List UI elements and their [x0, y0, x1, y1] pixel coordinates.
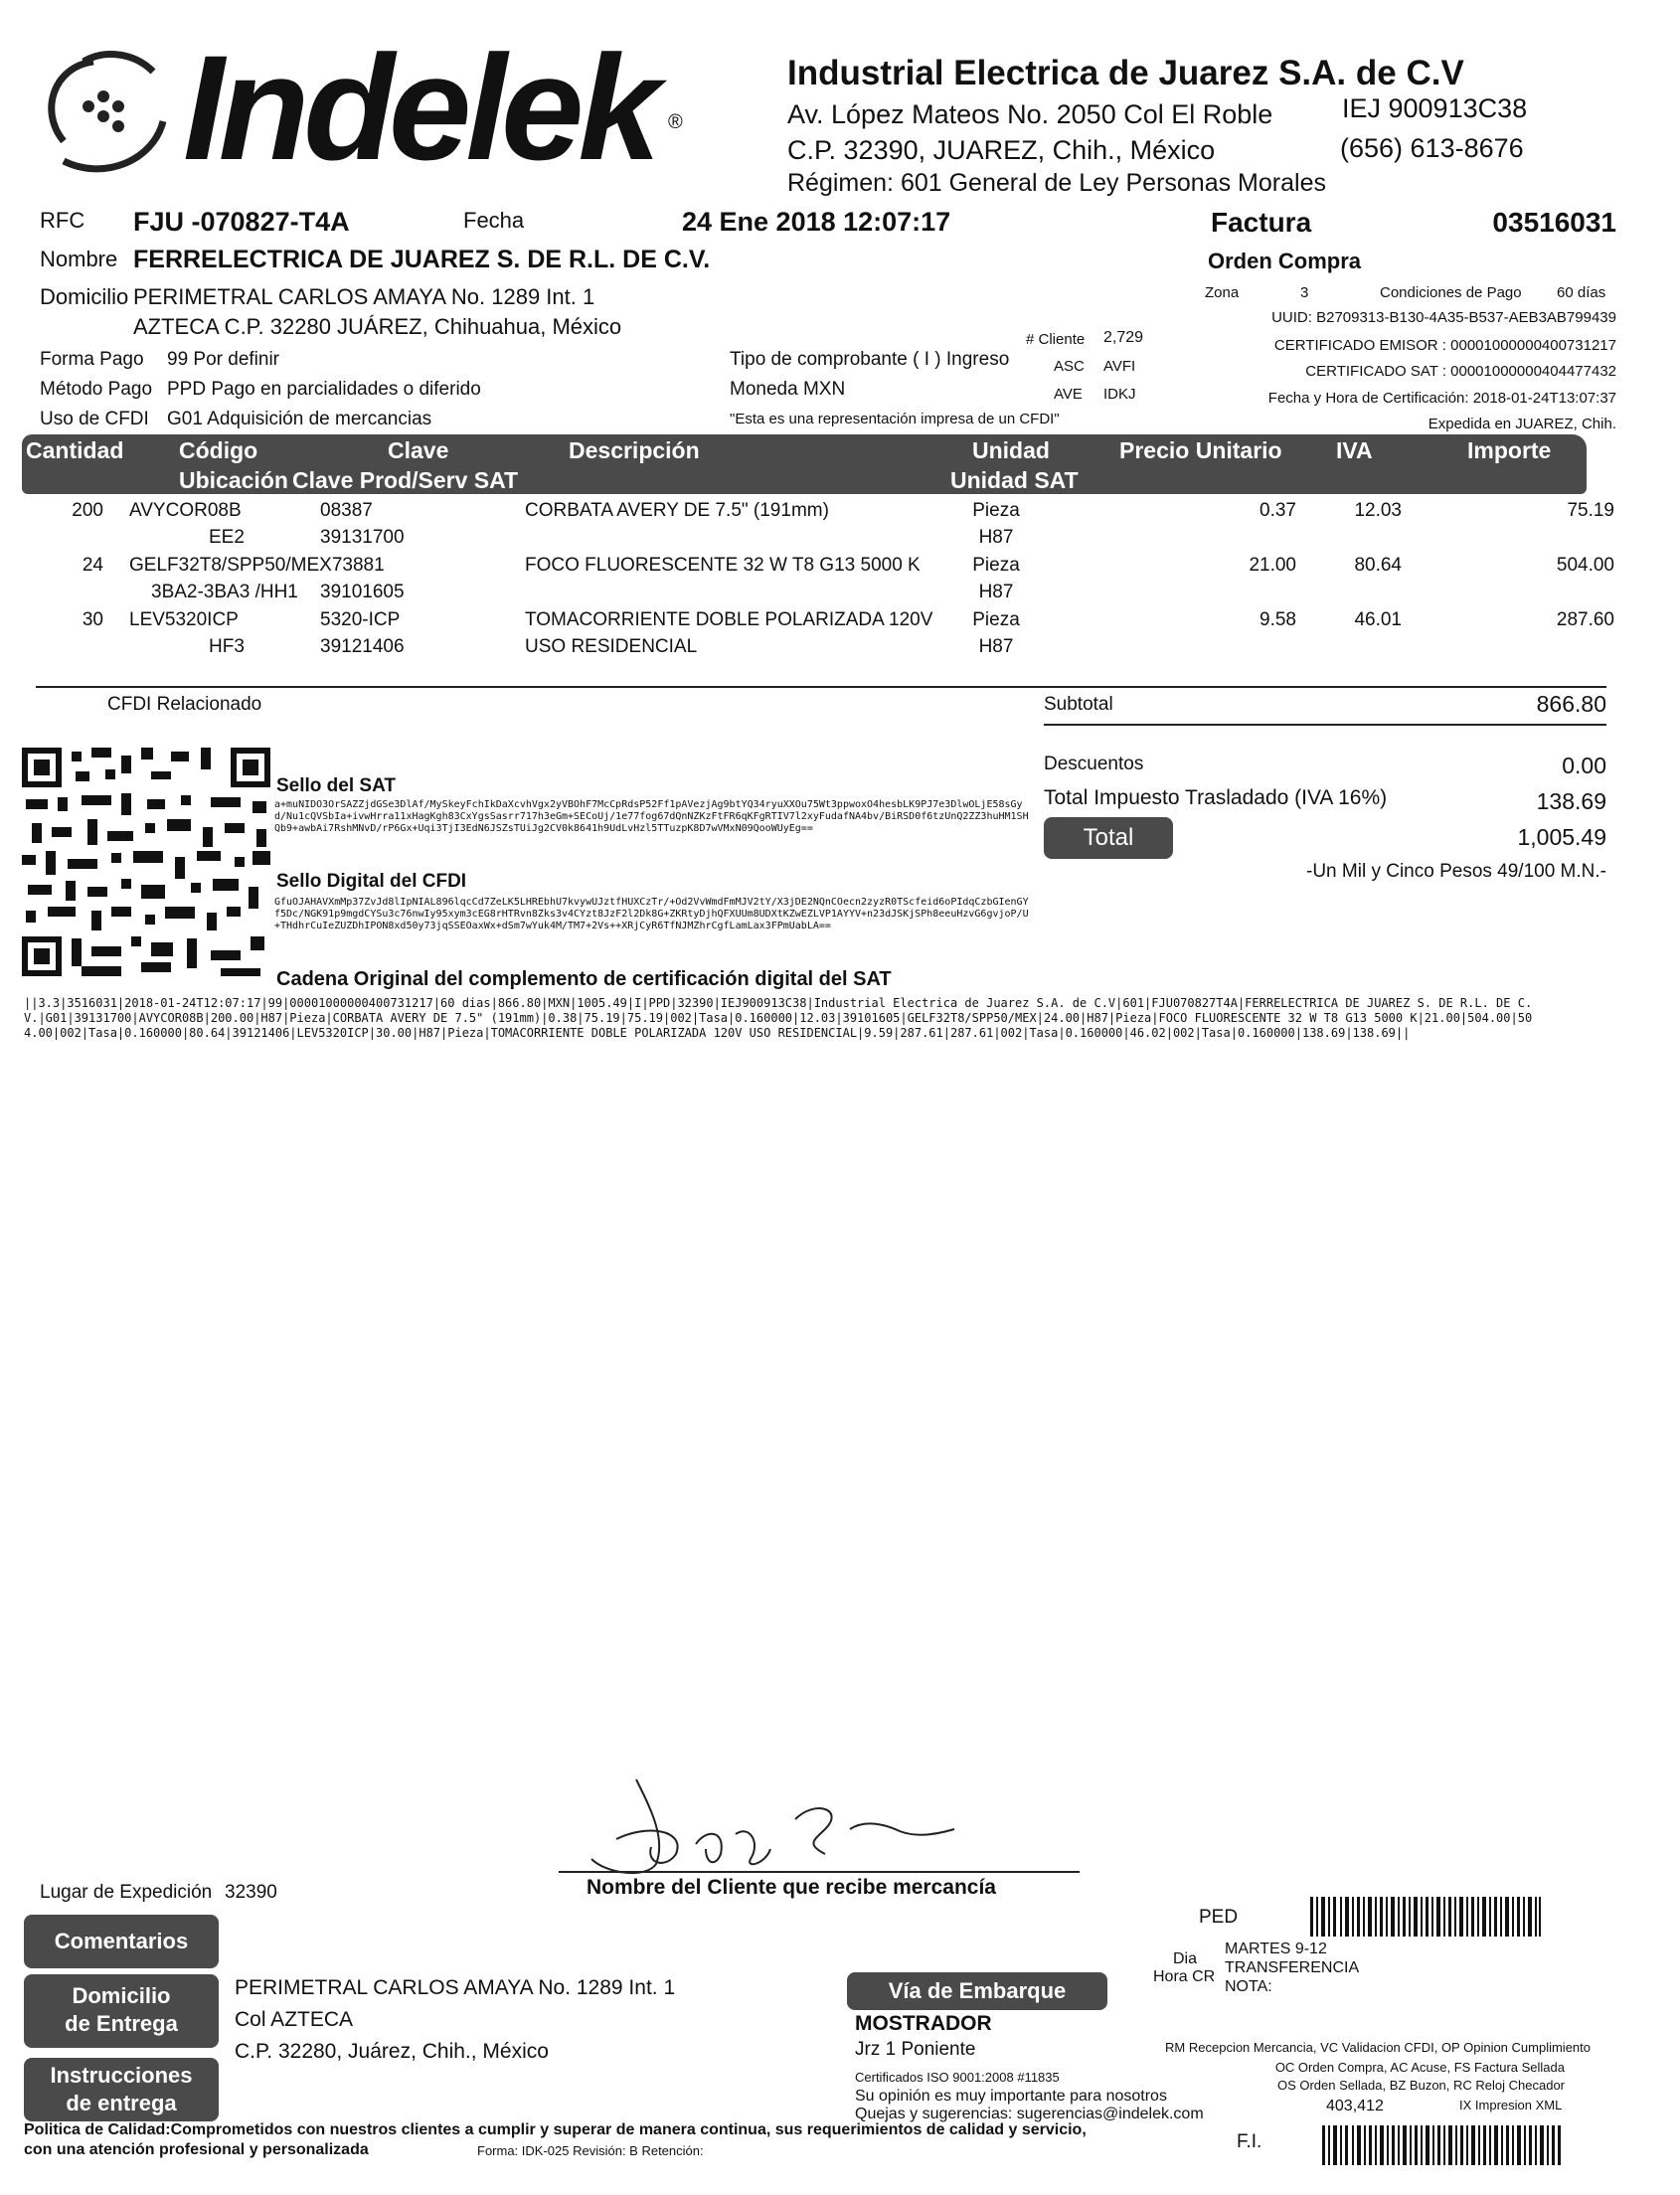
- subtotal-label: Subtotal: [1044, 694, 1113, 715]
- instrucciones-line1: Instrucciones: [50, 2063, 193, 2088]
- company-rfc: IEJ 900913C38: [1342, 93, 1528, 123]
- jrz-poniente: Jrz 1 Poniente: [855, 2039, 976, 2060]
- representacion-note: "Esta es una representación impresa de un CFDI": [730, 411, 1060, 427]
- fecha-label: Fecha: [463, 208, 525, 233]
- qr-code-icon: [22, 748, 270, 976]
- domicilio-entrega-label: [24, 1974, 219, 2048]
- expedida-en: Expedida en JUAREZ, Chih.: [1428, 416, 1616, 432]
- table-row: [22, 609, 1614, 663]
- row-clave: 08387: [320, 500, 373, 521]
- iso-cert: Certificados ISO 9001:2008 #11835: [855, 2070, 1060, 2085]
- registered-mark: ®: [668, 111, 683, 133]
- domicilio-entrega-line2: de Entrega: [65, 2011, 178, 2036]
- company-address2: C.P. 32390, JUAREZ, Chih., México: [787, 135, 1216, 165]
- row-unidad: Pieza: [972, 555, 1020, 576]
- mostrador: MOSTRADOR: [855, 2012, 992, 2035]
- customer-name: FERRELECTRICA DE JUAREZ S. DE R.L. DE C.V.: [133, 246, 711, 273]
- row-descripcion: CORBATA AVERY DE 7.5" (191mm): [525, 500, 829, 521]
- row-clave: 5320-ICP: [320, 609, 401, 630]
- table-divider: [36, 686, 1606, 688]
- subtotal-value: 866.80: [1536, 691, 1606, 717]
- row-codigo: LEV5320ICP: [129, 609, 239, 630]
- row-precio: 0.37: [1260, 500, 1296, 521]
- domicilio-label: Domicilio: [40, 284, 129, 309]
- barcode-top-icon: [1310, 1897, 1541, 1937]
- zona-value: 3: [1300, 284, 1309, 301]
- row-clave-prod: 39121406: [320, 636, 405, 657]
- ix-legend: IX Impresion XML: [1459, 2098, 1563, 2112]
- firma-label: Nombre del Cliente que recibe mercancía: [587, 1876, 996, 1899]
- politica-line1: Politica de Calidad:Comprometidos con nuestros clientes a cumplir y superar de manera continua, sus requerimientos de calidad y servicio,: [24, 2121, 1087, 2138]
- lugar-label: Lugar de Expedición: [40, 1882, 213, 1903]
- total-label: Total: [1044, 817, 1173, 859]
- sello-cfdi-value: GfuOJAHAVXmMp37ZvJd8lIpNIAL896lqcCd7ZeLK5LHREbhU7kvywUJztfHUXCzTr/+Od2VvWmdFmMJV2tY/X3jDE2NQnCOecn2zyzR0TScfeid6oPIdqCzbGIenGYf5Dc/NGK91p9mgdCYSu3c76nwIy95xym3cEG8rHTRvn8Zks3v4CYzt8JzF2l2Dk8G+ZKRtyDjhQFXUUm8UDXtKZwEZLVP1AYYV+n23dJSKjSPh8eeuHzvG6gvjoP/U+THdhrCuIeZUZDhIPON8xd50y73jqSSEOaxWx+dSm7wYuk4M/TM7+2Vs++XRjCyR6TfNJMZhrCgfLamLax3FPmUabLA==: [274, 897, 1029, 931]
- row-ubicacion: 3BA2-3BA3 /HH1: [151, 582, 298, 602]
- company-logo: [24, 24, 700, 191]
- row-iva: 80.64: [1354, 555, 1402, 576]
- transferencia: TRANSFERENCIA: [1225, 1959, 1360, 1976]
- entrega-address3: C.P. 32280, Juárez, Chih., México: [235, 2040, 549, 2063]
- company-phone: (656) 613-8676: [1340, 133, 1524, 163]
- sello-sat-value: a+muNIDO3OrSAZZjdGSe3DlAf/MySkeyFchIkDaXcvhVgx2yVBOhF7McCpRdsP52Ff1pAVezjAg9btYQ34ryuXXOu75Wt3ppwoxO4hesbLK9PJ7e3DlwOLjE58sGyd/Nu1cQVSbIa+ivwHrra11xHagKgh83CxYgsSasrr717h3eGm+SECoUj/1e77fog67dQnNZKzFtFR6qKFgRTIV7l2xyFudafNA4bv/BiRSD0f6tzUnQ2ZZ3huHM1SHQb9+awbAi7RshMNvD/rP6Gx+Uqi3TjI3EdN6JSZsTUiJg2CV0k8641h9UdLvHzl5TTuzpK8D7wVMxN09QooWUyEg==: [274, 799, 1029, 834]
- lugar-value: 32390: [225, 1882, 277, 1903]
- fecha-certificacion: Fecha y Hora de Certificación: 2018-01-24T13:07:37: [1267, 390, 1616, 407]
- row-descripcion: TOMACORRIENTE DOBLE POLARIZADA 120V: [525, 609, 933, 630]
- table-header: [22, 434, 1587, 494]
- customer-rfc: FJU -070827-T4A: [133, 207, 350, 237]
- moneda: Moneda MXN: [730, 379, 846, 400]
- row-clave-prod: 39101605: [320, 582, 405, 602]
- table-row: [22, 555, 1614, 608]
- col-importe: Importe: [1467, 437, 1552, 463]
- col-cantidad: Cantidad: [26, 437, 124, 463]
- company-address1: Av. López Mateos No. 2050 Col El Roble: [787, 99, 1273, 129]
- table-row: [22, 500, 1614, 554]
- row-codigo: AVYCOR08B: [129, 500, 242, 521]
- cadena-value: ||3.3|3516031|2018-01-24T12:07:17|99|00001000000400731217|60 dias|866.80|MXN|1005.49|I|PPD|32390|IEJ900913C38|Industrial Electrica de Juarez S.A. de C.V|601|FJU070827T4A|FERRELECTRICA DE JUAREZ S. DE R.L. DE C.V.|G01|39131700|AVYCOR08B|200.00|H87|Pieza|CORBATA AVERY DE 7.5" (191mm)|0.38|75.19|75.19|002|Tasa|0.160000|12.03|39101605|GELF32T8/SPP50/MEX|24.00|H87|Pieza|FOCO FLUORESCENTE 32 W T8 G13 5000 K|21.00|504.00|504.00|002|Tasa|0.160000|80.64|39121406|LEV5320ICP|30.00|H87|Pieza|TOMACORRIENTE DOBLE POLARIZADA 120V USO RESIDENCIAL|9.59|287.61|287.61|002|Tasa|0.160000|46.02|002|Tasa|0.160000|138.69|138.69||: [24, 996, 1533, 1040]
- impuesto-label: Total Impuesto Trasladado (IVA 16%): [1044, 786, 1388, 809]
- uso-cfdi-value: G01 Adquisición de mercancias: [167, 409, 432, 429]
- domicilio-entrega-line1: Domicilio: [72, 1983, 171, 2008]
- row-descripcion: FOCO FLUORESCENTE 32 W T8 G13 5000 K: [525, 555, 921, 576]
- instrucciones-line2: de entrega: [66, 2091, 177, 2115]
- instrucciones-label: [24, 2058, 219, 2121]
- subtotal-underline: [1044, 724, 1606, 726]
- oc-legend: OC Orden Compra, AC Acuse, FS Factura Sellada: [1274, 2060, 1565, 2075]
- row-cantidad: 200: [72, 500, 103, 521]
- comentarios-label: Comentarios: [24, 1915, 219, 1968]
- row-descripcion2: USO RESIDENCIAL: [525, 636, 698, 657]
- factura-number: 03516031: [1492, 207, 1616, 238]
- row-iva: 46.01: [1354, 609, 1402, 630]
- row-importe: 75.19: [1567, 500, 1614, 521]
- entrega-address1: PERIMETRAL CARLOS AMAYA No. 1289 Int. 1: [235, 1976, 676, 1999]
- total-letra: -Un Mil y Cinco Pesos 49/100 M.N.-: [1306, 861, 1606, 882]
- col-ubicacion: Ubicación: [179, 467, 288, 493]
- nota-label: NOTA:: [1225, 1978, 1272, 1995]
- forma-pago-label: Forma Pago: [40, 349, 144, 370]
- cadena-label: Cadena Original del complemento de certificación digital del SAT: [276, 968, 892, 990]
- via-embarque-label: Vía de Embarque: [847, 1972, 1107, 2010]
- fecha-value: 24 Ene 2018 12:07:17: [682, 207, 951, 237]
- nombre-label: Nombre: [40, 247, 118, 271]
- asc-value: AVFI: [1103, 358, 1136, 375]
- qr-code-graphic: [22, 748, 270, 976]
- hora-label: Hora CR: [1153, 1968, 1216, 1985]
- os-legend: OS Orden Sellada, BZ Buzon, RC Reloj Checador: [1276, 2078, 1565, 2093]
- forma-revision: Forma: IDK-025 Revisión: B Retención:: [477, 2143, 704, 2158]
- col-unidad-sat: Unidad SAT: [950, 467, 1079, 493]
- cliente-label: # Cliente: [1026, 331, 1086, 348]
- sello-sat-label: Sello del SAT: [276, 775, 397, 796]
- row-unidad-sat: H87: [978, 636, 1014, 657]
- ave-value: IDKJ: [1103, 386, 1136, 403]
- barcode-bottom-icon: [1322, 2125, 1561, 2165]
- row-precio: 21.00: [1249, 555, 1296, 576]
- uuid: UUID: B2709313-B130-4A35-B537-AEB3AB799439: [1271, 309, 1616, 326]
- impuesto-value: 138.69: [1536, 788, 1606, 814]
- row-precio: 9.58: [1260, 609, 1296, 630]
- num-value: 403,412: [1326, 2098, 1384, 2114]
- total-value: 1,005.49: [1517, 824, 1606, 850]
- cert-emisor: CERTIFICADO EMISOR : 00001000000400731217: [1273, 337, 1616, 354]
- logo-text: Indelek: [183, 24, 655, 191]
- cliente-value: 2,729: [1103, 329, 1144, 346]
- condiciones-value: 60 días: [1557, 284, 1606, 301]
- dia-value: MARTES 9-12: [1225, 1941, 1327, 1957]
- row-codigo: GELF32T8/SPP50/MEX73881: [129, 555, 385, 576]
- row-importe: 287.60: [1556, 609, 1614, 630]
- row-unidad: Pieza: [972, 500, 1020, 521]
- opinion-text: Su opinión es muy importante para nosotros: [855, 2088, 1167, 2105]
- metodo-pago-value: PPD Pago en parcialidades o diferido: [167, 379, 481, 400]
- cfdi-relacionado: CFDI Relacionado: [107, 694, 262, 715]
- politica-line2: con una atención profesional y personalizada: [24, 2141, 369, 2158]
- col-iva: IVA: [1336, 437, 1373, 463]
- col-clave: Clave: [388, 437, 449, 463]
- cert-sat: CERTIFICADO SAT : 00001000000404477432: [1305, 363, 1616, 380]
- row-unidad-sat: H87: [978, 527, 1014, 548]
- row-iva: 12.03: [1354, 500, 1402, 521]
- rfc-label: RFC: [40, 208, 85, 233]
- row-unidad: Pieza: [972, 609, 1020, 630]
- col-codigo: Código: [179, 437, 258, 463]
- forma-pago-value: 99 Por definir: [167, 349, 280, 370]
- row-importe: 504.00: [1556, 555, 1614, 576]
- col-descripcion: Descripción: [569, 437, 700, 463]
- company-name: Industrial Electrica de Juarez S.A. de C.V: [787, 54, 1464, 92]
- ave-label: AVE: [1054, 386, 1083, 403]
- col-unidad: Unidad: [972, 437, 1050, 463]
- customer-address1: PERIMETRAL CARLOS AMAYA No. 1289 Int. 1: [133, 284, 595, 309]
- col-clave-prod: Clave Prod/Serv SAT: [292, 467, 519, 493]
- row-ubicacion: HF3: [209, 636, 245, 657]
- quejas-text: Quejas y sugerencias: sugerencias@indelek.com: [855, 2106, 1204, 2122]
- factura-label: Factura: [1211, 207, 1312, 238]
- col-precio: Precio Unitario: [1119, 437, 1282, 463]
- sello-cfdi-label: Sello Digital del CFDI: [276, 871, 467, 892]
- metodo-pago-label: Método Pago: [40, 379, 153, 400]
- descuentos-label: Descuentos: [1044, 754, 1144, 774]
- rm-legend: RM Recepcion Mercancia, VC Validacion CFDI, OP Opinion Cumplimiento: [1165, 2040, 1591, 2055]
- descuentos-value: 0.00: [1562, 753, 1606, 778]
- customer-address2: AZTECA C.P. 32280 JUÁREZ, Chihuahua, México: [133, 314, 622, 339]
- asc-label: ASC: [1054, 358, 1085, 375]
- row-unidad-sat: H87: [978, 582, 1014, 602]
- company-regimen: Régimen: 601 General de Ley Personas Morales: [787, 169, 1326, 197]
- row-cantidad: 30: [82, 609, 103, 630]
- fi-label: F.I.: [1237, 2131, 1262, 2152]
- dia-label: Dia: [1173, 1950, 1198, 1967]
- row-clave-prod: 39131700: [320, 527, 405, 548]
- uso-cfdi-label: Uso de CFDI: [40, 409, 149, 429]
- signature-line: [559, 1871, 1080, 1873]
- entrega-address2: Col AZTECA: [235, 2008, 354, 2031]
- zona-label: Zona: [1205, 284, 1240, 301]
- row-ubicacion: EE2: [209, 527, 245, 548]
- orden-compra-label: Orden Compra: [1208, 249, 1362, 273]
- condiciones-label: Condiciones de Pago: [1380, 284, 1522, 301]
- tipo-comprobante: Tipo de comprobante ( I ) Ingreso: [730, 349, 1010, 370]
- ped-label: PED: [1199, 1907, 1239, 1928]
- row-cantidad: 24: [82, 555, 103, 576]
